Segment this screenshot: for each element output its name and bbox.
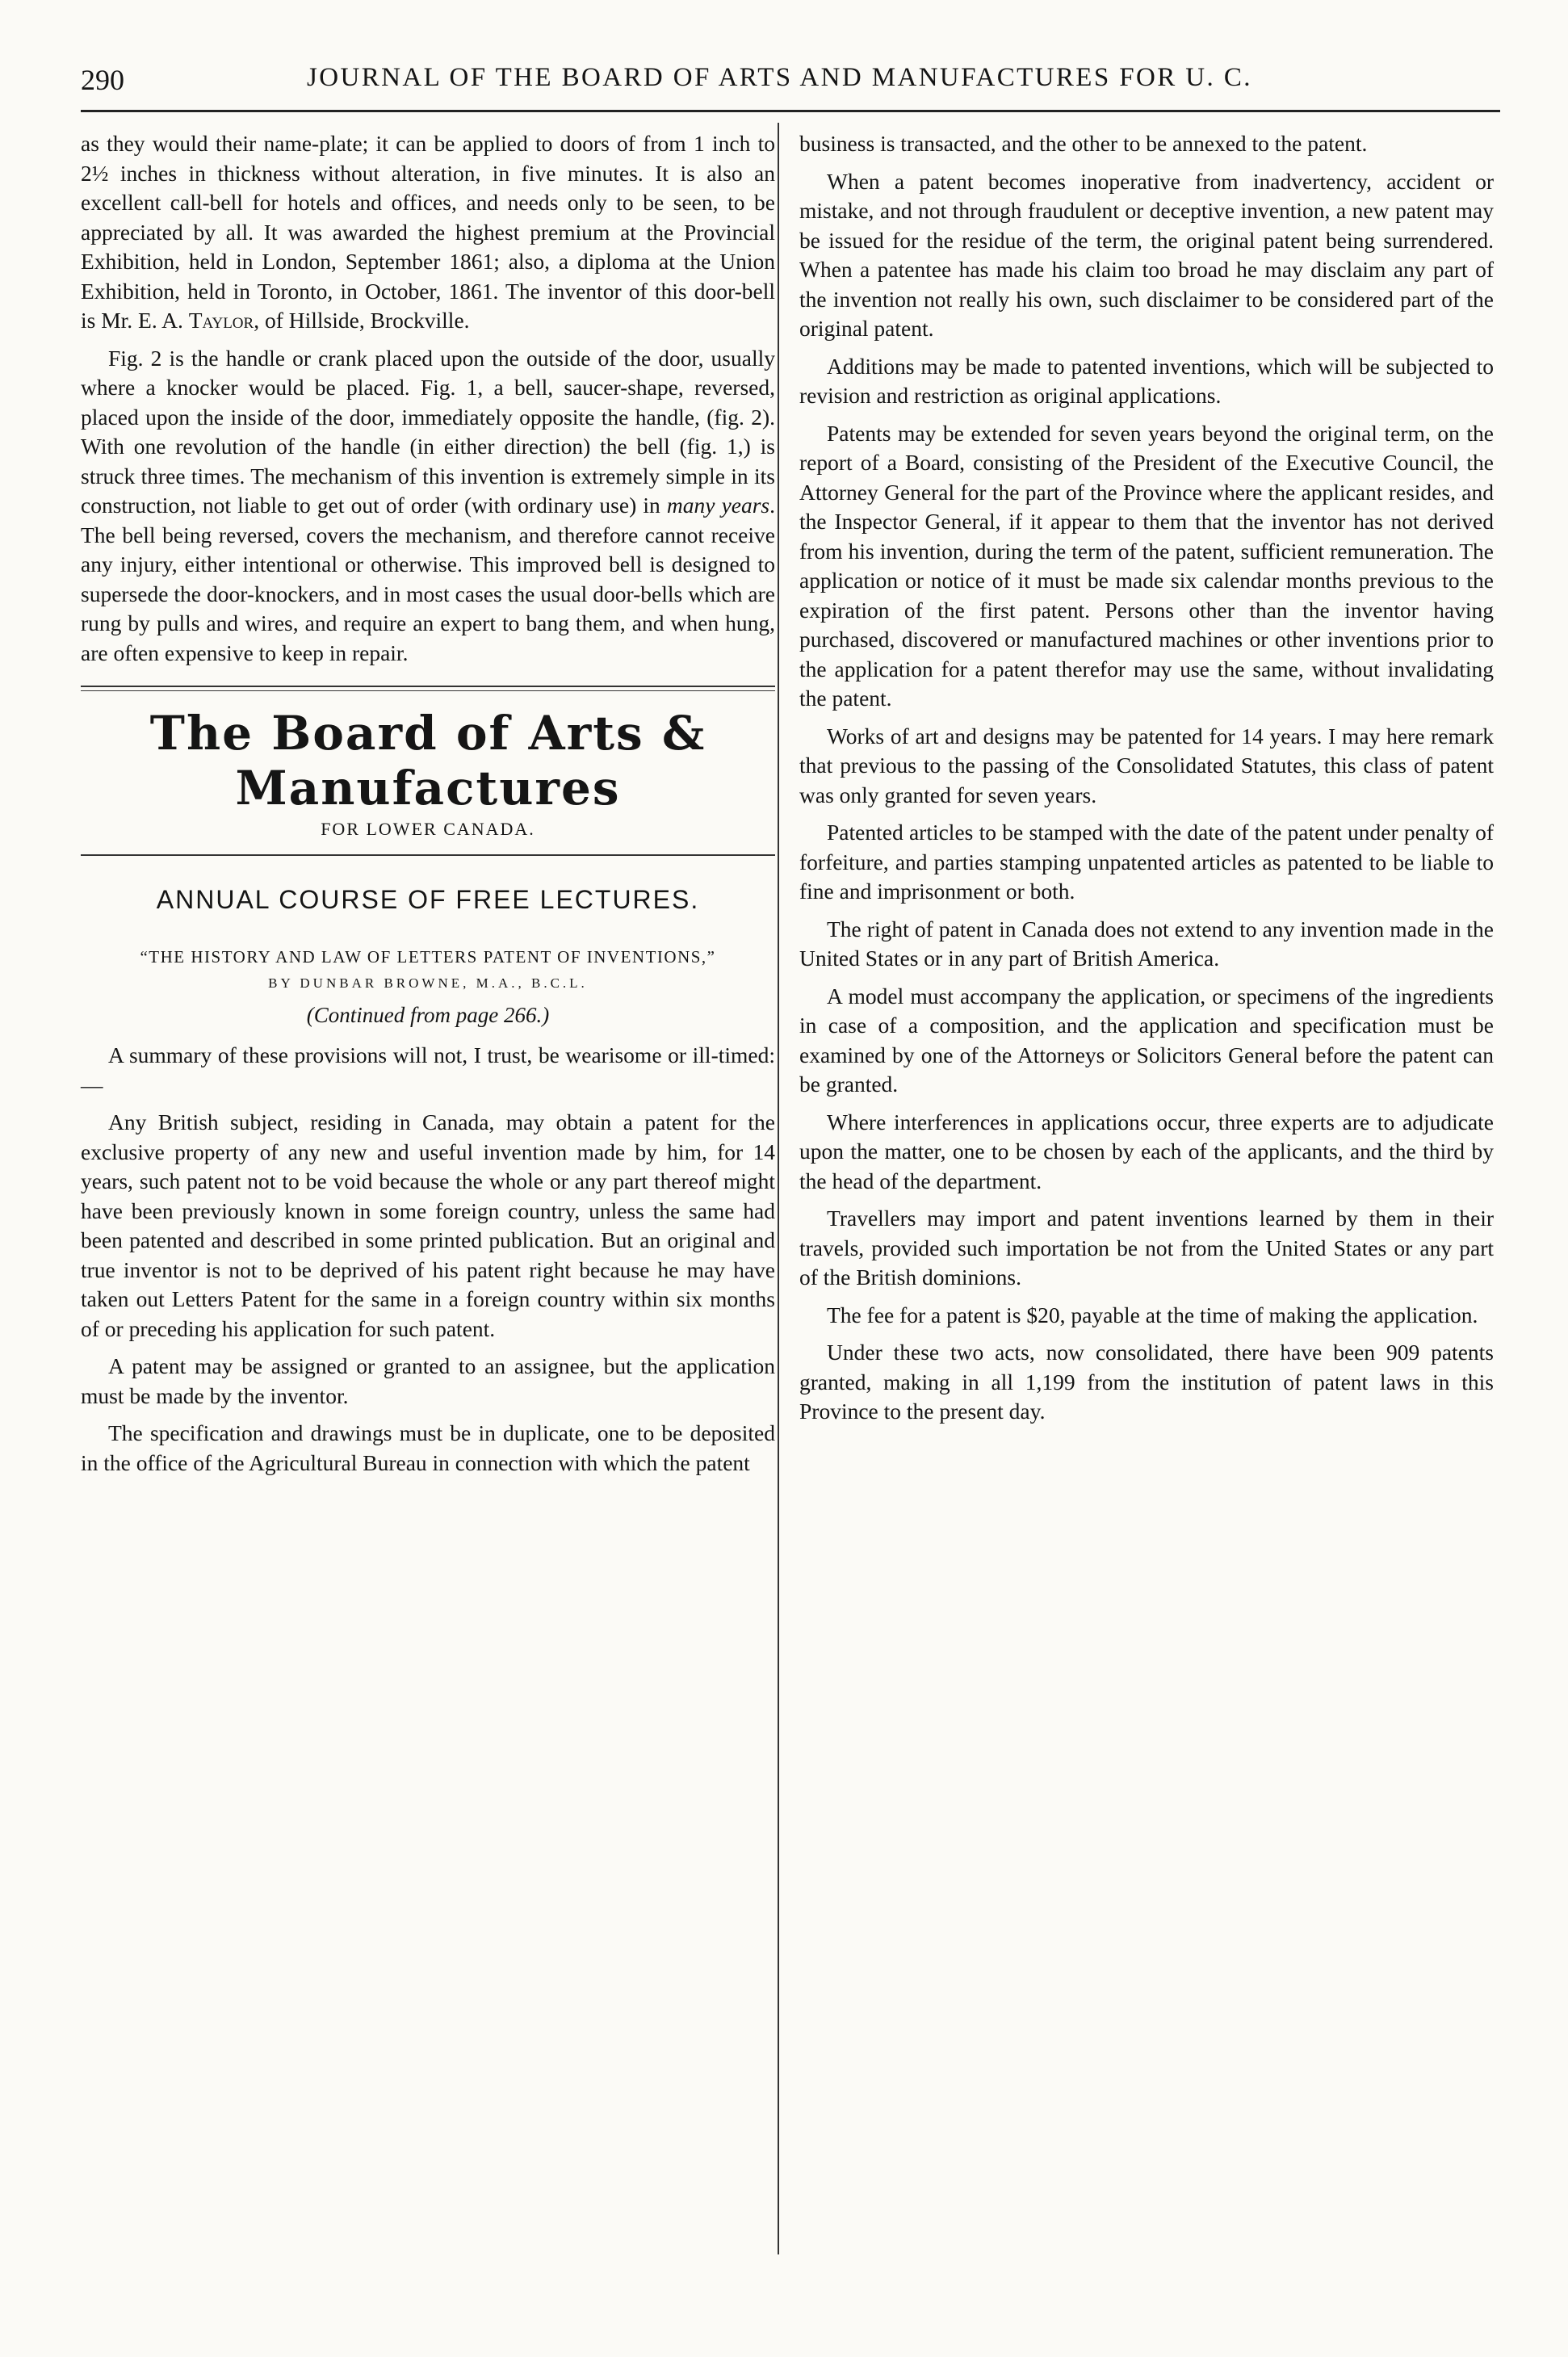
paragraph: The fee for a patent is $20, payable at the time of making the application. — [827, 1302, 1478, 1327]
board-subtitle: FOR LOWER CANADA. — [321, 819, 535, 839]
paragraph: business is transacted, and the other to be annexed to the patent. — [799, 131, 1368, 156]
section-title: ANNUAL COURSE OF FREE LECTURES. — [156, 885, 700, 914]
paragraph: When a patent becomes inoperative from inadvertency, accident or mistake, and not through fraudulent or deceptive invention, a new patent may be issued for the residue of the term, the original patent being surrendered. When a patentee has made his claim too broad he may disclaim any part of the invention not really his own, such disclaimer to be considered part of the original patent. — [799, 168, 1494, 341]
masthead-rule-bottom — [81, 854, 775, 856]
byline: BY DUNBAR BROWNE, M.A., B.C.L. — [268, 975, 588, 991]
inventor-name: Taylor — [188, 308, 254, 333]
paragraph: The right of patent in Canada does not extend to any invention made in the United States or in any part of British America. — [799, 916, 1494, 971]
paragraph: Works of art and designs may be patented for 14 years. I may here remark that previous to the passing of the Consolidated Statutes, this class of patent was only granted for seven years. — [799, 723, 1494, 807]
masthead-rule — [81, 686, 775, 691]
paragraph: Any British subject, residing in Canada, may obtain a patent for the exclusive property of any new and useful invention made by him, for 14 years, such patent not to be void because the whole or any part thereof might have been previously known in some foreign country, unless the same had been patented and described in some printed publication. But an original and true inventor is not to be deprived of his patent right because he may have taken out Letters Patent for the same in a foreign country within six months of or preceding his application for such patent. — [81, 1109, 775, 1341]
header-rule — [81, 110, 1500, 112]
paragraph: A model must accompany the application, or specimens of the ingredients in case of a composition, and the application and specification must be examined by one of the Attorneys or Solicitors General before the patent can be granted. — [799, 983, 1494, 1097]
paragraph: A summary of these provisions will not, I trust, be wearisome or ill-timed:— — [81, 1042, 775, 1097]
left-column — [81, 129, 775, 1478]
paragraph: Fig. 2 is the handle or crank placed upon the outside of the door, usually where a knocker would be placed. Fig. 1, a bell, saucer-shape, reversed, placed upon the inside of the door, immediately opposite the handle, (fig. 2). With one revolution of the handle (in either direction) the bell (fig. 1,) is struck three times. The mechanism of this invention is extremely simple in its construction, not liable to get out of order (with ordinary use) in many years. The bell being reversed, covers the mechanism, and therefore cannot receive any injury, either intentional or otherwise. This improved bell is designed to supersede the door-knockers, and in most cases the usual door-bells which are rung by pulls and wires, and require an expert to bang them, and when hung, are often expensive to keep in repair. — [81, 345, 776, 665]
paragraph: Additions may be made to patented inventions, which will be subjected to revision and restriction as original applications. — [799, 353, 1494, 408]
paragraph: Travellers may import and patent inventions learned by them in their travels, provided such importation be not from the United States or any part of the British dominions. — [799, 1206, 1494, 1290]
paragraph: as they would their name-plate; it can be applied to doors of from 1 inch to 2½ inches in thickness without alteration, in five minutes. It is also an excellent call-bell for hotels and offices, and needs only to be seen, to be appreciated by all. It was awarded the highest premium at the Provincial Exhibition, held in London, September 1861; also, a diploma at the Union Exhibition, held in Toronto, in October, 1861. The inventor of this door-bell is Mr. E. A. Taylor, of Hillside, Brockville. — [81, 131, 775, 333]
paragraph: Patented articles to be stamped with the date of the patent under penalty of forfeiture, and parties stamping unpatented articles as patented to be liable to fine and imprisonment or both. — [799, 820, 1494, 904]
column-divider — [778, 123, 779, 2254]
right-column — [799, 129, 1494, 1427]
continued-note: (Continued from page 266.) — [306, 1003, 550, 1027]
running-title: JOURNAL OF THE BOARD OF ARTS AND MANUFACTURES FOR U. C. — [307, 63, 1252, 92]
lecture-title: “THE HISTORY AND LAW OF LETTERS PATENT OF INVENTIONS,” — [140, 947, 716, 967]
board-masthead — [81, 686, 775, 856]
paragraph: The specification and drawings must be in duplicate, one to be deposited in the office of the Agricultural Bureau in connection with which the patent — [81, 1420, 775, 1475]
page-header — [81, 63, 1502, 103]
board-title: The Board of Arts & Manufactures — [149, 706, 706, 816]
page-number: 290 — [81, 64, 124, 96]
paragraph: Under these two acts, now consolidated, there have been 909 patents granted, making in all 1,199 from the institution of patent laws in this Province to the present day. — [799, 1340, 1494, 1424]
paragraph: Where interferences in applications occur, three experts are to adjudicate upon the matter, one to be chosen by each of the applicants, and the third by the head of the department. — [799, 1109, 1494, 1193]
paragraph: Patents may be extended for seven years beyond the original term, on the report of a Board, consisting of the President of the Executive Council, the Attorney General for the part of the Province where the applicant resides, and the Inspector General, if it appear to them that the inventor has not derived from his invention, during the term of the patent, sufficient remuneration. The application or notice of it must be made six calendar months previous to the expiration of the first patent. Persons other than the inventor having purchased, discovered or manufactured machines or other inventions prior to the application for a patent therefor may use the same, without invalidating the patent. — [799, 420, 1494, 711]
paragraph: A patent may be assigned or granted to an assignee, but the application must be made by the inventor. — [81, 1353, 775, 1408]
